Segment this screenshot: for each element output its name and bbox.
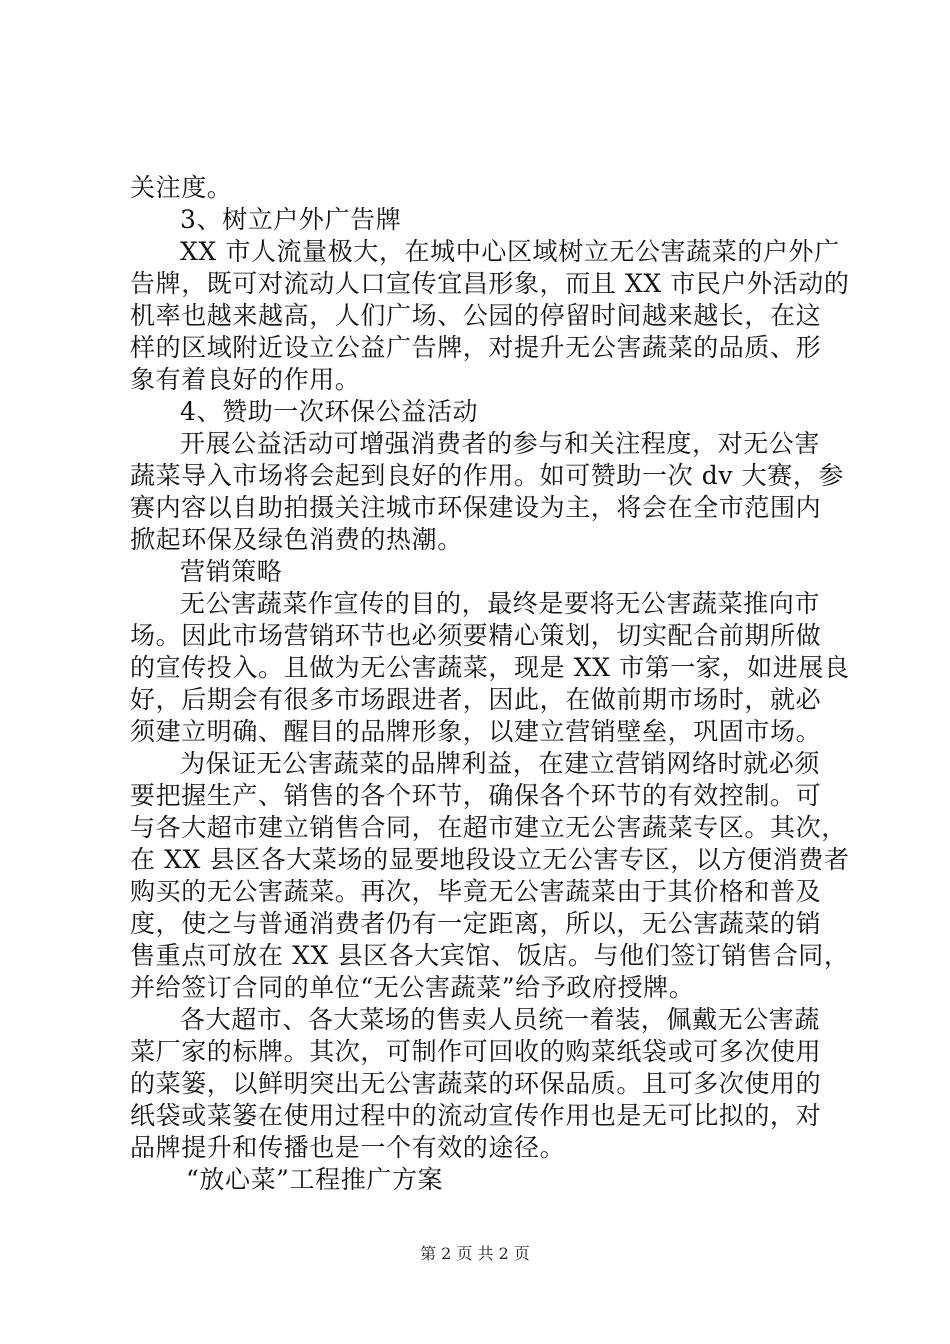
text-line: 的宣传投入。且做为无公害蔬菜，现是 XX 市第一家，如进展良 (130, 653, 850, 682)
document-body (130, 172, 850, 1196)
page-footer (0, 1244, 950, 1264)
text-line: 须建立明确、醒目的品牌形象，以建立营销壁垒，巩固市场。 (130, 717, 822, 746)
text-line: 与各大超市建立销售合同，在超市建立无公害蔬菜专区。其次， (130, 813, 847, 842)
text-line: 要把握生产、销售的各个环节，确保各个环节的有效控制。可 (130, 781, 822, 810)
text-line: 场。因此市场营销环节也必须要精心策划，切实配合前期所做 (130, 621, 822, 650)
text-line: 购买的无公害蔬菜。再次，毕竟无公害蔬菜由于其价格和普及 (130, 877, 822, 906)
text-line: 菜厂家的标牌。其次，可制作可回收的购菜纸袋或可多次使用 (130, 1037, 822, 1066)
text-line: 在 XX 县区各大菜场的显要地段设立无公害专区，以方便消费者 (130, 845, 850, 874)
section-heading-safe-vegetable-project: “放心菜”工程推广方案 (186, 1165, 444, 1194)
text-line: 各大超市、各大菜场的售卖人员统一着装，佩戴无公害蔬 (180, 1005, 821, 1034)
text-line: 蔬菜导入市场将会起到良好的作用。如可赞助一次 dv 大赛，参 (130, 461, 845, 490)
text-line: 象有着良好的作用。 (130, 365, 361, 394)
section-heading-outdoor-billboard: 3、树立户外广告牌 (180, 205, 402, 234)
section-heading-sponsor-event: 4、赞助一次环保公益活动 (180, 397, 479, 426)
text-line: XX 市人流量极大，在城中心区域树立无公害蔬菜的户外广 (180, 237, 840, 266)
text-line: 纸袋或菜篓在使用过程中的流动宣传作用也是无可比拟的，对 (130, 1101, 822, 1130)
page-number: 第 2 页 共 2 页 (420, 1244, 530, 1263)
text-line: 无公害蔬菜作宣传的目的，最终是要将无公害蔬菜推向市 (180, 589, 821, 618)
text-line: 关注度。 (130, 173, 233, 202)
text-line: 为保证无公害蔬菜的品牌利益，在建立营销网络时就必须 (180, 749, 821, 778)
text-line: 品牌提升和传播也是一个有效的途径。 (130, 1133, 566, 1162)
text-line: 掀起环保及绿色消费的热潮。 (130, 525, 463, 554)
text-line: 开展公益活动可增强消费者的参与和关注程度，对无公害 (180, 429, 821, 458)
text-line: 告牌，既可对流动人口宣传宜昌形象，而且 XX 市民户外活动的 (130, 269, 850, 298)
text-line: 并给签订合同的单位“无公害蔬菜”给予政府授牌。 (130, 973, 695, 1002)
text-line: 度，使之与普通消费者仍有一定距离，所以，无公害蔬菜的销 (130, 909, 822, 938)
text-line: 样的区域附近设立公益广告牌，对提升无公害蔬菜的品质、形 (130, 333, 822, 362)
text-line: 售重点可放在 XX 县区各大宾馆、饭店。与他们签订销售合同， (130, 941, 850, 970)
text-line: 机率也越来越高，人们广场、公园的停留时间越来越长，在这 (130, 301, 822, 330)
text-line: 好，后期会有很多市场跟进者，因此，在做前期市场时，就必 (130, 685, 822, 714)
section-heading-marketing-strategy: 营销策略 (180, 557, 283, 586)
text-line: 赛内容以自助拍摄关注城市环保建设为主，将会在全市范围内 (130, 493, 822, 522)
text-line: 的菜篓，以鲜明突出无公害蔬菜的环保品质。且可多次使用的 (130, 1069, 822, 1098)
